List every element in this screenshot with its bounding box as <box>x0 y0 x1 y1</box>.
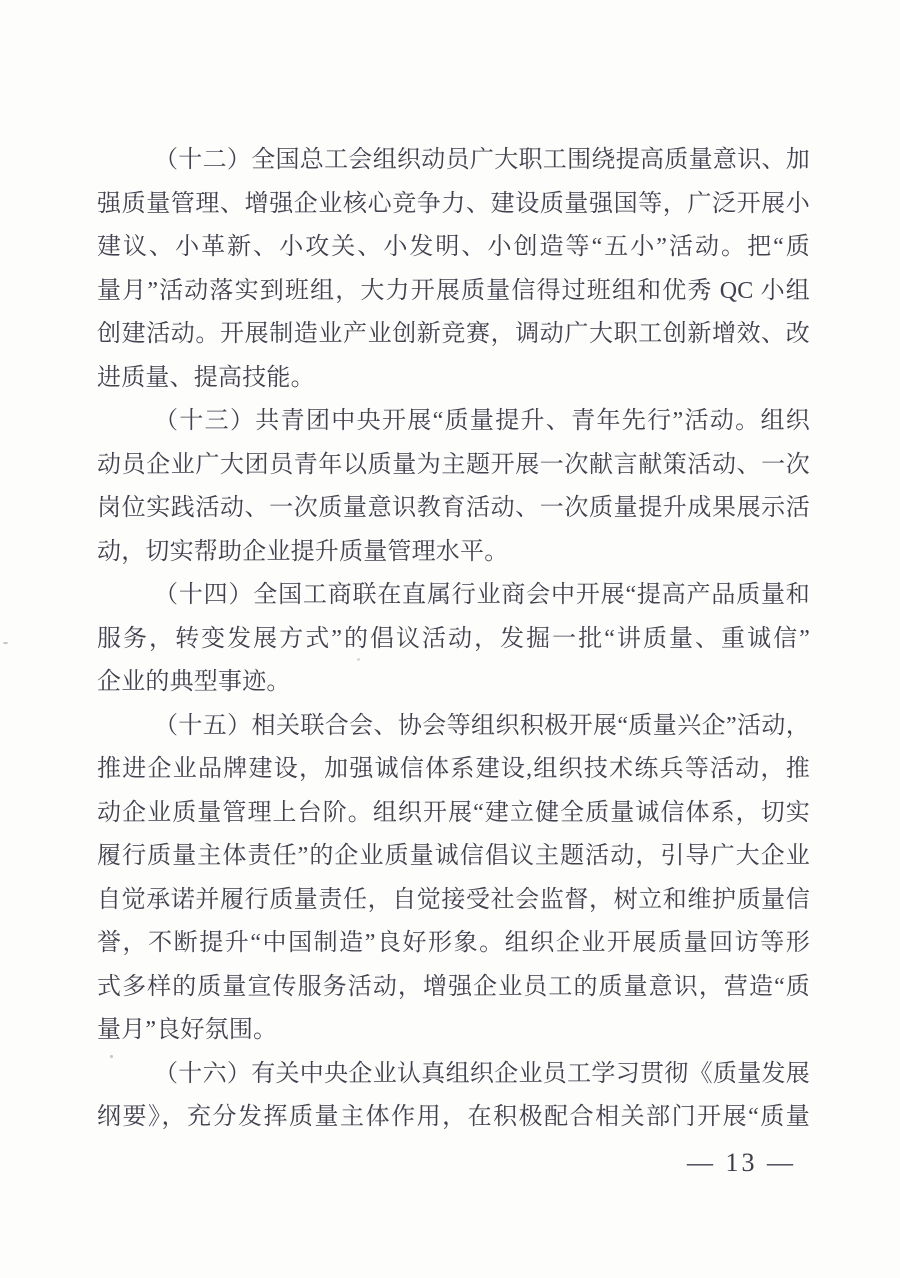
scan-speck <box>357 658 360 661</box>
text-line: 强质量管理、增强企业核心竞争力、建设质量强国等，广泛开展小 <box>97 190 810 217</box>
text-line: 自觉承诺并履行质量责任，自觉接受社会监督，树立和维护质量信 <box>97 886 810 913</box>
text-line: 量月”活动落实到班组，大力开展质量信得过班组和优秀 QC 小组 <box>97 277 810 304</box>
text-line: 建议、小革新、小攻关、小发明、小创造等“五小”活动。把“质 <box>97 234 810 260</box>
text-line: 推进企业品牌建设，加强诚信体系建设,组织技术练兵等活动，推 <box>97 756 810 782</box>
text-line: 誉，不断提升“中国制造”良好形象。组织企业开展质量回访等形 <box>97 930 810 956</box>
scan-speck <box>3 642 8 644</box>
page-number: — 13 — <box>687 1148 796 1177</box>
text-line: 创建活动。开展制造业产业创新竞赛，调动广大职工创新增效、改 <box>97 321 810 347</box>
text-line: 动，切实帮助企业提升质量管理水平。 <box>97 538 509 565</box>
text-line: 量月”良好氛围。 <box>97 1017 278 1043</box>
text-line: 动员企业广大团员青年以质量为主题开展一次献言献策活动、一次 <box>97 451 810 478</box>
text-line: 式多样的质量宣传服务活动，增强企业员工的质量意识，营造“质 <box>97 973 810 1000</box>
text-line: 动企业质量管理上台阶。组织开展“建立健全质量诚信体系，切实 <box>97 799 810 826</box>
text-line: 进质量、提高技能。 <box>97 364 315 391</box>
paragraph-15 <box>97 705 810 1053</box>
text-line: （十四）全国工商联在直属行业商会中开展“提高产品质量和 <box>154 582 810 608</box>
paragraph-12 <box>97 139 810 400</box>
text-line: 履行质量主体责任”的企业质量诚信倡议主题活动，引导广大企业 <box>97 843 810 869</box>
scan-speck <box>110 1055 113 1058</box>
text-line: 服务，转变发展方式”的倡议活动，发掘一批“讲质量、重诚信” <box>97 625 810 652</box>
text-line: （十六）有关中央企业认真组织企业员工学习贯彻《质量发展 <box>154 1060 810 1087</box>
paragraph-13 <box>97 400 810 574</box>
text-line: 企业的典型事迹。 <box>97 669 291 695</box>
text-line: （十三）共青团中央开展“质量提升、青年先行”活动。组织 <box>154 408 810 434</box>
text-line: （十二）全国总工会组织动员广大职工围绕提高质量意识、加 <box>154 147 810 173</box>
text-line: 纲要》，充分发挥质量主体作用，在积极配合相关部门开展“质量 <box>97 1104 810 1130</box>
paragraph-14 <box>97 574 810 705</box>
text-line: （十五）相关联合会、协会等组织积极开展“质量兴企”活动， <box>154 712 810 739</box>
paragraph-16 <box>97 1053 810 1140</box>
document-body <box>97 139 810 1140</box>
text-line: 岗位实践活动、一次质量意识教育活动、一次质量提升成果展示活 <box>97 495 810 521</box>
